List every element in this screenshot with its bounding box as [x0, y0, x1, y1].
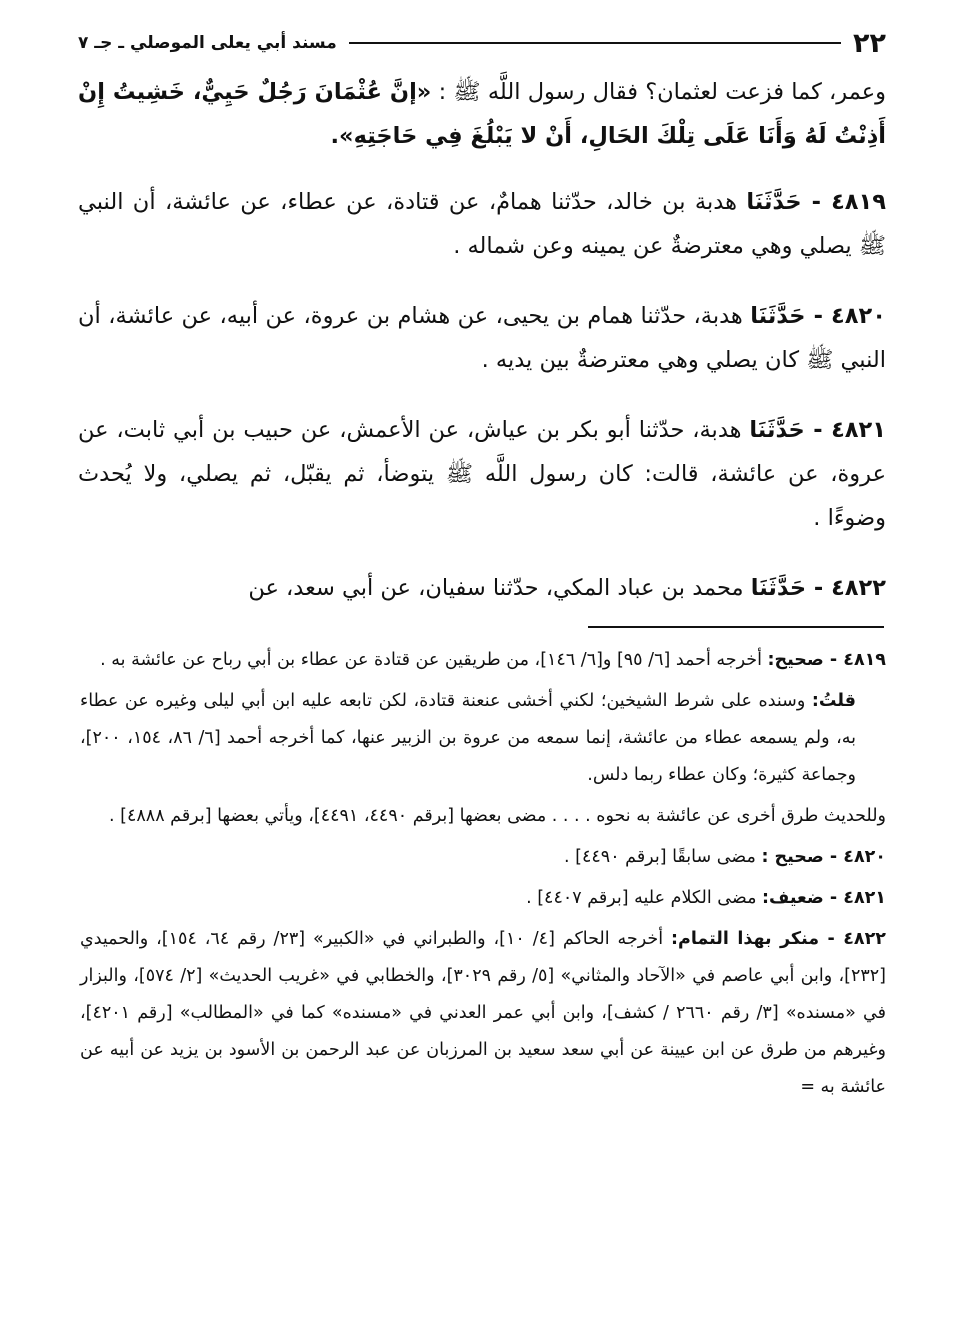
footnote-text: مضى سابقًا [برقم ٤٤٩٠] .	[564, 847, 756, 867]
haddathana-word: حَدَّثَنَا	[746, 189, 802, 215]
hadith-text: محمد بن عباد المكي، حدّثنا سفيان، عن أبي سعد، عن	[248, 575, 744, 601]
book-title: مسند أبي يعلى الموصلي ـ جـ ٧	[78, 33, 337, 53]
intro-lead: وعمر، كما فزعت لعثمان؟ فقال رسول اللَّه ﷺ :	[438, 79, 886, 105]
hadith-quote: «إنَّ عُثْمَانَ رَجُلٌ حَيِيٌّ، خَشِيتُ إِنْ أَذِنْتُ لَهُ وَأَنَا عَلَى تِلْكَ الحَالِ، أَنْ لا يَبْلُغَ فِي حَاجَتِهِ».	[78, 79, 886, 149]
haddathana-word: حَدَّثَنَا	[750, 575, 807, 601]
running-header	[78, 26, 886, 60]
footnote-label: ٤٨٢٢ - منكر بهذا التمام:	[671, 929, 886, 949]
footnote-label: ٤٨٢١ - ضعيف:	[762, 888, 886, 908]
footnote-text: مضى الكلام عليه [برقم ٤٤٠٧] .	[526, 888, 757, 908]
footnote-other-routes	[80, 798, 886, 835]
header-rule	[349, 42, 841, 44]
hadith-4820: ٤٨٢٠ - حَدَّثَنَا هدبة، حدّثنا همام بن يحيى، عن هشام بن عروة، عن أبيه، عن عائشة، أن النبي ﷺ كان يصلي وهي معترضةٌ بين يديه .	[78, 303, 886, 373]
footnote-4822	[80, 921, 886, 1106]
footnote-comment	[80, 683, 886, 794]
hadith-4821: ٤٨٢١ - حَدَّثَنَا هدبة، حدّثنا أبو بكر بن عياش، عن الأعمش، عن حبيب بن أبي ثابت، عن عروة، عن عائشة، قالت: كان رسول اللَّه ﷺ يتوضأ، ثم يقبّل، ثم يصلي، ولا يُحدث وضوءًا .	[78, 417, 886, 531]
hadith-text: هدبة، حدّثنا أبو بكر بن عياش، عن الأعمش، عن حبيب بن أبي ثابت، عن عروة، عن عائشة، قالت: كان رسول اللَّه ﷺ يتوضأ، ثم يقبّل، ثم يصلي، ولا يُحدث وضوءًا .	[78, 417, 886, 531]
hadith-4822: ٤٨٢٢ - حَدَّثَنَا محمد بن عباد المكي، حدّثنا سفيان، عن أبي سعد، عن	[248, 575, 886, 601]
footnote-label: قلتُ:	[811, 691, 856, 711]
hadith-number: ٤٨٢١	[831, 417, 886, 443]
hadith-4819: ٤٨١٩ - حَدَّثَنَا هدبة بن خالد، حدّثنا همامٌ، عن قتادة، عن عطاء، عن عائشة، أن النبي ﷺ يصلي وهي معترضةٌ عن يمينه وعن شماله .	[78, 189, 886, 259]
page-number: ٢٢	[853, 27, 886, 59]
footnote-4820	[80, 839, 886, 876]
footnote-4819	[80, 642, 886, 679]
haddathana-word: حَدَّثَنَا	[750, 303, 806, 329]
hadith-number: ٤٨٢٠	[831, 303, 886, 329]
footnote-separator	[588, 626, 884, 628]
hadith-number: ٤٨٢٢	[831, 575, 886, 601]
hadith-text: هدبة بن خالد، حدّثنا همامٌ، عن قتادة، عن عطاء، عن عائشة، أن النبي ﷺ يصلي وهي معترضةٌ عن يمينه وعن شماله .	[78, 189, 886, 259]
haddathana-word: حَدَّثَنَا	[749, 417, 805, 443]
footnote-text: أخرجه الحاكم [٤/ ١٠]، والطبراني في «الكبير» [٢٣/ رقم ٦٤، ١٥٤]، والحميدي [٢٣٢]، وابن أبي عاصم في «الآحاد والمثاني» [٥/ رقم ٣٠٢٩]، والخطابي في «غريب الحديث» [٢/ ٥٧٤]، والبزار في «مسنده» [٣/ رقم ٢٦٦٠ / كشف]، وابن أبي عمر العدني في «مسنده» كما في «المطالب» [رقم ٤٢٠١]، وغيرهم من طرق عن ابن عيينة عن أبي سعد سعيد بن المرزبان عن عبد الرحمن بن الأسود بن يزيد عن أبيه عن عائشة به =	[80, 929, 886, 1097]
footnote-4821	[80, 880, 886, 917]
hadith-text: هدبة، حدّثنا همام بن يحيى، عن هشام بن عروة، عن أبيه، عن عائشة، أن النبي ﷺ كان يصلي وهي معترضةٌ بين يديه .	[78, 303, 886, 373]
footnote-label: ٤٨٢٠ - صحيح :	[761, 847, 886, 867]
footnote-label: ٤٨١٩ - صحيح:	[767, 650, 886, 670]
main-text	[78, 70, 886, 636]
footnote-text: وللحديث طرق أخرى عن عائشة به نحوه . . . . مضى بعضها [برقم ٤٤٩٠، ٤٤٩١]، ويأتي بعضها [برقم ٤٨٨٨] .	[109, 806, 886, 826]
footnote-text: وسنده على شرط الشيخين؛ لكني أخشى عنعنة قتادة، لكن تابعه عليه ابن أبي ليلى وغيره عن عطاء به، ولم يسمعه عطاء من عائشة، إنما سمعه من عروة بن الزبير عنها، كما أخرجه أحمد [٦/ ٨٦، ١٥٤، ٢٠٠]، وجماعة كثيرة؛ وكان عطاء ربما دلس.	[80, 691, 856, 785]
footnote-text: أخرجه أحمد [٦/ ٩٥] و[٦/ ١٤٦]، من طريقين عن قتادة عن عطاء بن أبي رباح عن عائشة به .	[100, 650, 762, 670]
footnotes	[80, 642, 886, 1110]
intro-paragraph	[78, 70, 886, 158]
hadith-number: ٤٨١٩	[831, 189, 886, 215]
